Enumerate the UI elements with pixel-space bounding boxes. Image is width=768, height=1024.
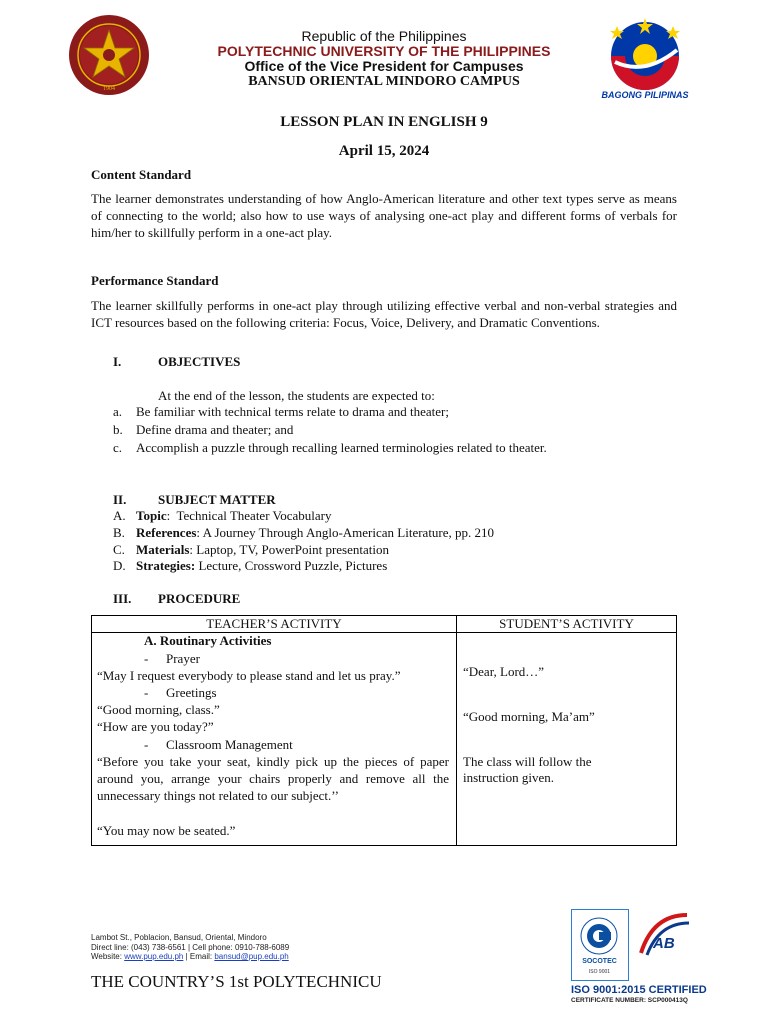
classroom-management-teacher-line: “Before you take your seat, kindly pick up the pieces of paper around you, arrange your chairs properly and remove all the unnecessary things not related to our subject.’’	[97, 754, 449, 803]
seated-teacher-line: “You may now be seated.”	[97, 823, 236, 838]
subject-label: Topic	[136, 508, 167, 523]
email-link[interactable]: bansud@pup.edu.ph	[214, 952, 289, 961]
objective-marker: a.	[113, 404, 123, 419]
certificate-number: CERTIFICATE NUMBER: SCP000413Q	[571, 997, 688, 1004]
socotec-iso: ISO 9001	[588, 969, 611, 975]
greetings-label: Greetings	[166, 685, 217, 700]
objectives-numeral: I.	[113, 354, 122, 369]
greet-student-line: “Good morning, Ma’am”	[463, 709, 595, 724]
subject-label: References	[136, 525, 197, 540]
content-standard-heading: Content Standard	[91, 167, 192, 182]
prayer-label: Prayer	[166, 651, 200, 666]
footer-contacts	[91, 952, 289, 961]
email-label: | Email:	[183, 952, 215, 961]
subject-marker: C.	[113, 542, 125, 557]
subject-value: Technical Theater Vocabulary	[176, 508, 332, 523]
subject-matter-numeral: II.	[113, 492, 127, 507]
header-university: POLYTECHNIC UNIVERSITY OF THE PHILIPPINES	[217, 43, 551, 59]
prayer-teacher-line: “May I request everybody to please stand and let us pray.”	[97, 668, 401, 683]
dash-bullet: -	[144, 651, 149, 666]
header-office: Office of the Vice President for Campuses	[244, 58, 524, 74]
procedure-heading: PROCEDURE	[158, 591, 241, 606]
performance-standard-heading: Performance Standard	[91, 273, 219, 288]
subject-marker: B.	[113, 525, 125, 540]
subject-value: Laptop, TV, PowerPoint presentation	[196, 542, 389, 557]
classroom-management-label: Classroom Management	[166, 737, 293, 752]
seal-year: 1904	[103, 86, 115, 92]
content-standard-text: The learner demonstrates understanding of how Anglo-American literature and other text types serve as means of connecting to the world; also how to use ways of analysing one-act play and different forms of verbals for him/her to skillfully perform in a one-act play.	[91, 191, 677, 240]
footer-motto: THE COUNTRY’S 1st POLYTECHNICU	[91, 972, 382, 991]
header-campus: BANSUD ORIENTAL MINDORO CAMPUS	[248, 74, 520, 89]
dash-bullet: -	[144, 737, 149, 752]
subject-sep: :	[196, 525, 203, 540]
greet-teacher-line: “How are you today?”	[97, 719, 214, 734]
footer-address: Lambot St., Poblacion, Bansud, Oriental, Mindoro	[91, 933, 267, 942]
dash-bullet: -	[144, 685, 149, 700]
objective-text: Define drama and theater; and	[136, 422, 294, 437]
objective-marker: c.	[113, 440, 123, 455]
subject-matter-heading: SUBJECT MATTER	[158, 492, 276, 507]
objective-text: Accomplish a puzzle through recalling learned terminologies related to theater.	[136, 440, 547, 455]
website-label: Website:	[91, 952, 125, 961]
document-title: LESSON PLAN IN ENGLISH 9	[280, 114, 488, 130]
subject-sep: :	[166, 508, 177, 523]
footer-phones: Direct line: (043) 738-6561 | Cell phone: 0910-788-6089	[91, 943, 290, 952]
bagong-pilipinas-text: BAGONG PILIPINAS	[601, 90, 689, 100]
ab-label: AB	[653, 935, 675, 952]
routinary-activities-heading: A. Routinary Activities	[144, 633, 272, 648]
col-student-activity: STUDENT’S ACTIVITY	[499, 616, 634, 631]
procedure-table	[91, 615, 677, 846]
objectives-intro: At the end of the lesson, the students are expected to:	[158, 388, 435, 403]
mgmt-student-line: instruction given.	[463, 770, 554, 785]
subject-value: A Journey Through Anglo-American Literature, pp. 210	[202, 525, 495, 540]
objective-text: Be familiar with technical terms relate to drama and theater;	[136, 404, 449, 419]
subject-label: Materials	[136, 542, 190, 557]
greet-teacher-line: “Good morning, class.”	[97, 702, 220, 717]
subject-marker: D.	[113, 558, 126, 573]
header-republic: Republic of the Philippines	[301, 28, 467, 44]
objective-marker: b.	[113, 422, 123, 437]
subject-marker: A.	[113, 508, 126, 523]
col-teacher-activity: TEACHER’S ACTIVITY	[206, 616, 342, 631]
mgmt-student-line: The class will follow the	[463, 754, 592, 769]
objectives-heading: OBJECTIVES	[158, 354, 241, 369]
ab-accreditation-badge	[633, 909, 691, 981]
document-date: April 15, 2024	[338, 143, 430, 159]
procedure-numeral: III.	[113, 591, 132, 606]
prayer-student-line: “Dear, Lord…”	[463, 664, 545, 679]
subject-label: Strategies:	[136, 558, 196, 573]
performance-standard-text: The learner skillfully performs in one-act play through utilizing effective verbal and non-verbal strategies and ICT resources based on the following criteria: Focus, Voice, Delivery, and Dramatic Conventions.	[91, 298, 677, 330]
socotec-badge	[571, 909, 629, 981]
subject-sep: :	[189, 542, 197, 557]
iso-certified-label: ISO 9001:2015 CERTIFIED	[571, 984, 707, 996]
socotec-label: SOCOTEC	[582, 958, 617, 965]
subject-value: Lecture, Crossword Puzzle, Pictures	[198, 558, 388, 573]
website-link[interactable]: www.pup.edu.ph	[124, 952, 184, 961]
